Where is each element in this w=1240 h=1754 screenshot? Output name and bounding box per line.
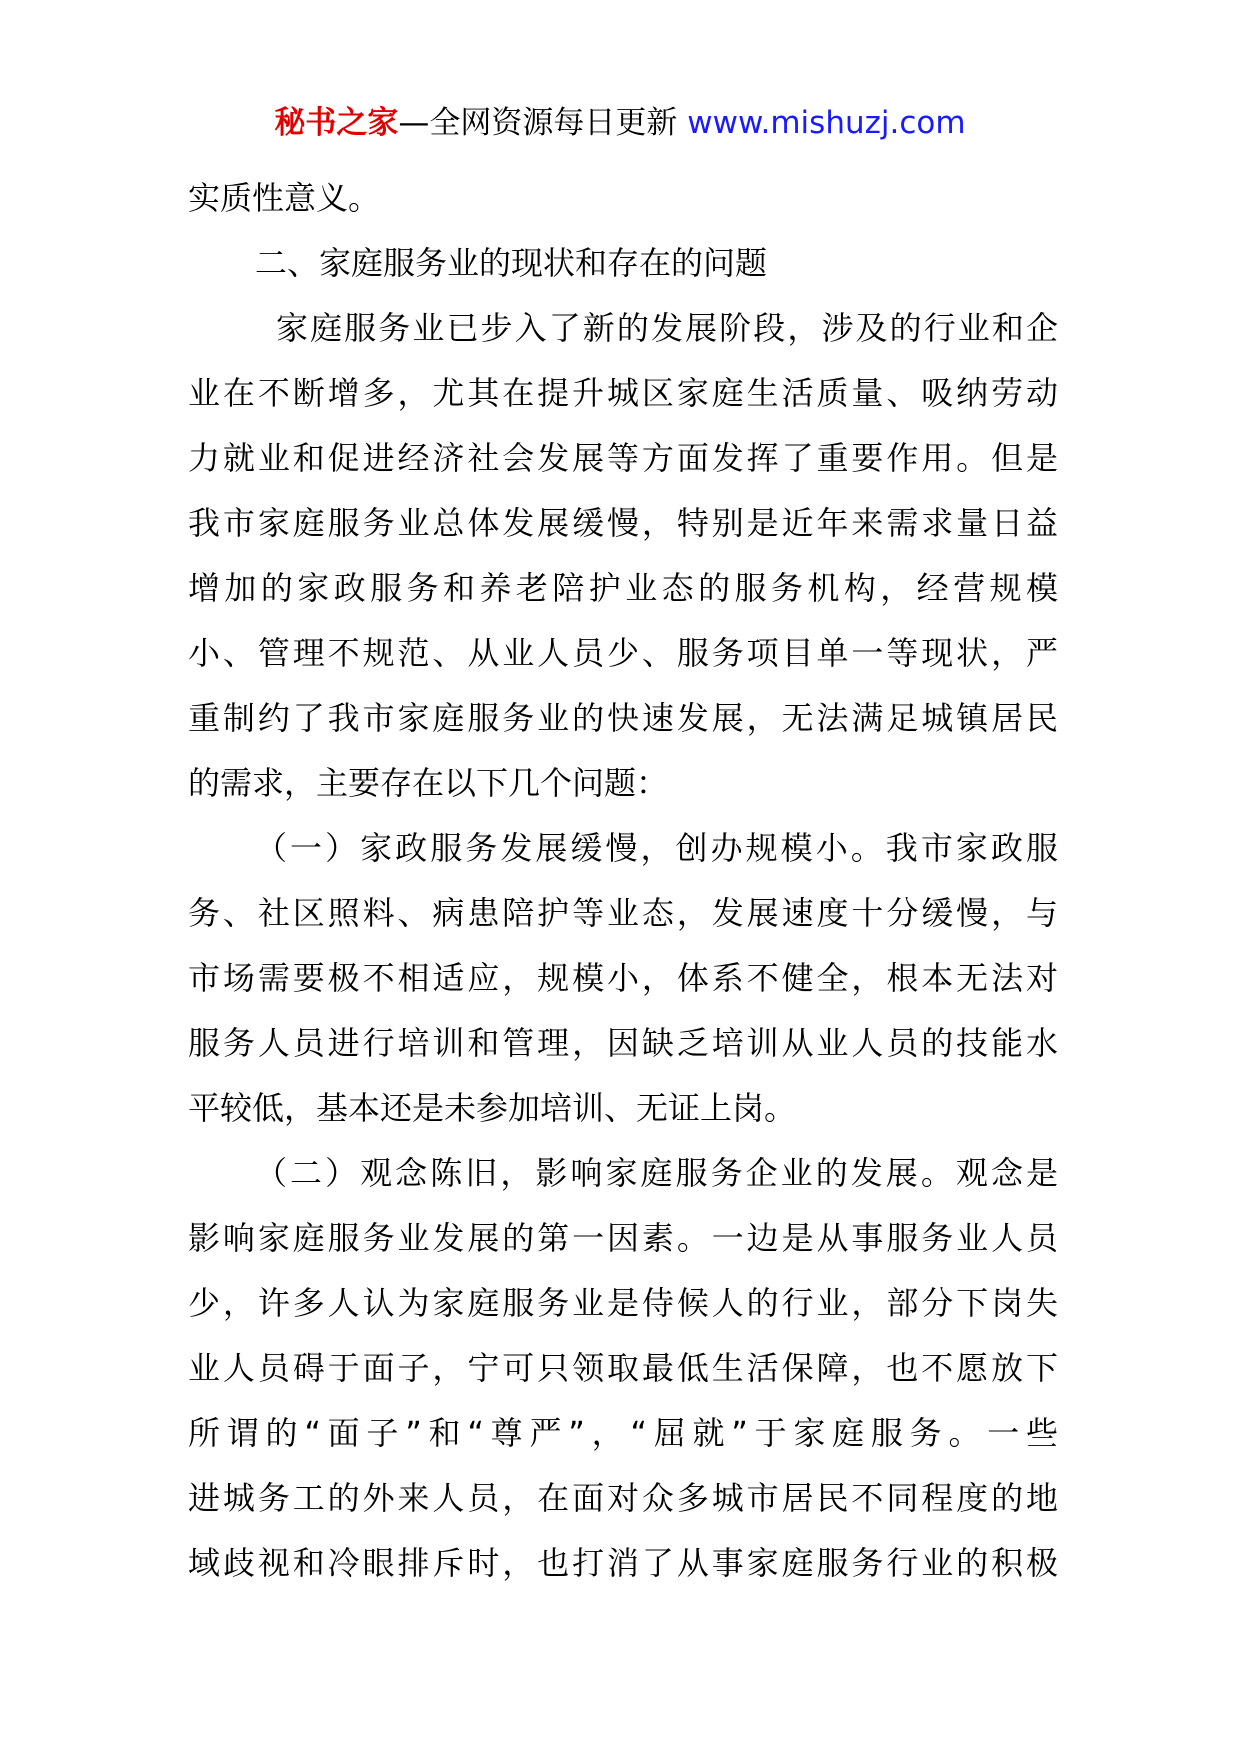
paragraph-line: 实质性意义。	[188, 179, 381, 217]
paragraph-line: 少，许多人认为家庭服务业是侍候人的行业，部分下岗失	[188, 1284, 1058, 1322]
paragraph-line: 小、管理不规范、从业人员少、服务项目单一等现状，严	[188, 634, 1058, 672]
paragraph-line: 务、社区照料、病患陪护等业态，发展速度十分缓慢，与	[188, 894, 1058, 932]
paragraph-line: 业人员碍于面子，宁可只领取最低生活保障，也不愿放下	[188, 1349, 1058, 1387]
paragraph-line: 服务人员进行培训和管理，因缺乏培训从业人员的技能水	[188, 1024, 1058, 1062]
paragraph-line: 家庭服务业已步入了新的发展阶段，涉及的行业和企	[276, 309, 1058, 347]
paragraph-line: 增加的家政服务和养老陪护业态的服务机构，经营规模	[188, 569, 1058, 607]
paragraph-line: 影响家庭服务业发展的第一因素。一边是从事服务业人员	[188, 1219, 1058, 1257]
paragraph-line: 重制约了我市家庭服务业的快速发展，无法满足城镇居民	[188, 699, 1058, 737]
paragraph-line: 业在不断增多，尤其在提升城区家庭生活质量、吸纳劳动	[188, 374, 1058, 412]
section-heading: 二、家庭服务业的现状和存在的问题	[255, 244, 768, 282]
brand-name: 秘书之家	[274, 105, 399, 141]
header-tagline: —全网资源每日更新	[398, 105, 688, 141]
paragraph-line: 域歧视和冷眼排斥时，也打消了从事家庭服务行业的积极	[188, 1544, 1058, 1582]
paragraph-line: 平较低，基本还是未参加培训、无证上岗。	[188, 1089, 797, 1127]
paragraph-line: 市场需要极不相适应，规模小，体系不健全，根本无法对	[188, 959, 1058, 997]
paragraph-line: 的需求，主要存在以下几个问题：	[188, 764, 669, 802]
subsection-line: （二）观念陈旧，影响家庭服务企业的发展。观念是	[255, 1154, 1058, 1192]
subsection-line: （一）家政服务发展缓慢，创办规模小。我市家政服	[255, 829, 1058, 867]
paragraph-line: 我市家庭服务业总体发展缓慢，特别是近年来需求量日益	[188, 504, 1058, 542]
paragraph-line: 进城务工的外来人员，在面对众多城市居民不同程度的地	[188, 1479, 1058, 1517]
paragraph-line: 力就业和促进经济社会发展等方面发挥了重要作用。但是	[188, 439, 1058, 477]
site-header-banner	[0, 100, 1240, 146]
paragraph-line: 所谓的“面子”和“尊严”，“屈就”于家庭服务。一些	[188, 1414, 1058, 1452]
site-url-link[interactable]: www.mishuzj.com	[687, 105, 966, 141]
document-body	[188, 166, 1058, 1596]
